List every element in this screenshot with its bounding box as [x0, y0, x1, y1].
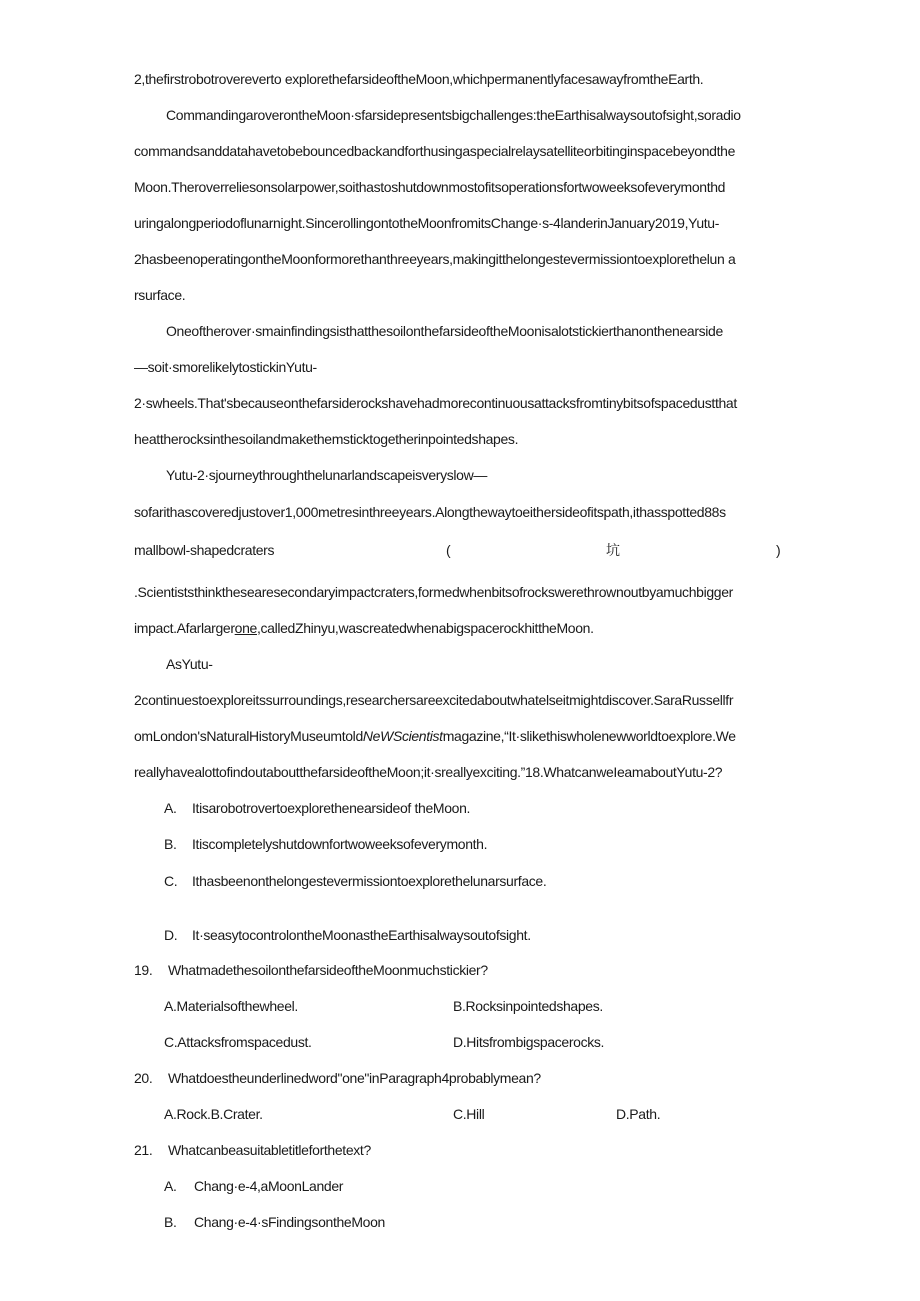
passage-line: rsurface. [134, 287, 186, 303]
passage-line: uringalongperiodoflunarnight.SincerollingontotheMoonfromitsChange·s-4landerinJanuary2019,Yutu- [134, 215, 720, 231]
option-letter: D. [164, 927, 178, 943]
chinese-gloss: 坑 [606, 542, 620, 558]
option-text: B.Rocksinpointedshapes. [453, 998, 603, 1014]
question-stem: WhatmadethesoilonthefarsideoftheMoonmuchstickier? [168, 962, 488, 978]
passage-line: Yutu-2·sjourneythroughthelunarlandscapeisveryslow— [166, 467, 488, 483]
passage-line: CommandingaroverontheMoon·sfarsidepresentsbigchallenges:theEarthisalwaysoutofsight,soradio [166, 107, 741, 123]
option-text: Chang·e-4·sFindingsontheMoon [194, 1214, 385, 1230]
gloss-paren-open: ( [446, 542, 451, 558]
question-number: 21. [134, 1142, 153, 1158]
option-text: D.Hitsfrombigspacerocks. [453, 1034, 605, 1050]
question-number: 19. [134, 962, 153, 978]
passage-line: commandsanddatahavetobebouncedbackandforthusingaspecialrelaysatelliteorbitinginspacebeyondthe [134, 143, 736, 159]
passage-line: 2,thefirstrobotrovereverto explorethefarsideoftheMoon,whichpermanentlyfacesawayfromtheEarth. [134, 71, 704, 87]
question-stem: Whatcanbeasuitabletitleforthetext? [168, 1142, 371, 1158]
question-number: 20. [134, 1070, 153, 1086]
option-text: D.Path. [616, 1106, 661, 1122]
text-segment: magazine,“It·slikethiswholenewworldtoexplore.We [442, 728, 736, 744]
passage-line [134, 619, 594, 637]
magazine-title: NeWScientist [362, 728, 443, 744]
option-text: C.Hill [453, 1106, 485, 1122]
option-text: Chang·e-4,aMoonLander [194, 1178, 344, 1194]
option-letter: A. [164, 800, 177, 816]
passage-line: 2hasbeenoperatingontheMoonformorethanthreeyears,makingitthelongestevermissiontoexplorethelun a [134, 251, 736, 267]
option-text: A.Rock.B.Crater. [164, 1106, 263, 1122]
passage-line: Oneoftherover·smainfindingsisthatthesoilonthefarsideoftheMoonisalotstickierthanonthenearside [166, 323, 723, 339]
option-letter: A. [164, 1178, 177, 1194]
passage-line: .Scientiststhinkthesearesecondaryimpactcraters,formedwhenbitsofrockswerethrownoutbyamuchbigger [134, 584, 733, 600]
option-letter: C. [164, 873, 178, 889]
gloss-paren-close: ) [776, 542, 781, 558]
passage-line: reallyhavealottofindoutaboutthefarsideoftheMoon;it·sreallyexciting.”18.WhatcanweIeamaboutYutu-2? [134, 764, 723, 780]
underlined-word: one [234, 620, 257, 636]
text-segment: ,calledZhinyu,wascreatedwhenabigspacerockhittheMoon. [256, 620, 594, 636]
option-letter: B. [164, 1214, 177, 1230]
passage-line: 2·swheels.That'sbecauseonthefarsiderockshavehadmorecontinuousattacksfromtinybitsofspacedustthat [134, 395, 737, 411]
passage-line: AsYutu- [166, 656, 213, 672]
question-stem: Whatdoestheunderlinedword"one"inParagraph4probablymean? [168, 1070, 541, 1086]
option-text: A.Materialsofthewheel. [164, 998, 298, 1014]
passage-line: —soit·smorelikelytostickinYutu- [134, 359, 317, 375]
passage-line: 2continuestoexploreitssurroundings,researchersareexcitedaboutwhatelseitmightdiscover.SaraRussellfr [134, 692, 734, 708]
text-segment: omLondon'sNaturalHistoryMuseumtold [134, 728, 363, 744]
passage-line: mallbowl-shapedcraters [134, 542, 275, 558]
passage-line [134, 727, 736, 745]
passage-line: heattherocksinthesoilandmakethemsticktogetherinpointedshapes. [134, 431, 519, 447]
option-text: Itisarobotrovertoexplorethenearsideof theMoon. [192, 800, 471, 816]
option-text: Ithasbeenonthelongestevermissiontoexplorethelunarsurface. [192, 873, 547, 889]
option-letter: B. [164, 836, 177, 852]
option-text: It·seasytocontrolontheMoonastheEarthisalwaysoutofsight. [192, 927, 531, 943]
passage-line: Moon.Theroverreliesonsolarpower,soithastoshutdownmostofitsoperationsfortwoweeksofeverymonthd [134, 179, 726, 195]
passage-line: sofarithascoveredjustover1,000metresinthreeyears.Alongthewaytoeithersideofitspath,ithasspotted88s [134, 504, 726, 520]
option-text: Itiscompletelyshutdownfortwoweeksofeverymonth. [192, 836, 488, 852]
option-text: C.Attacksfromspacedust. [164, 1034, 312, 1050]
text-segment: impact.Afarlarger [134, 620, 235, 636]
